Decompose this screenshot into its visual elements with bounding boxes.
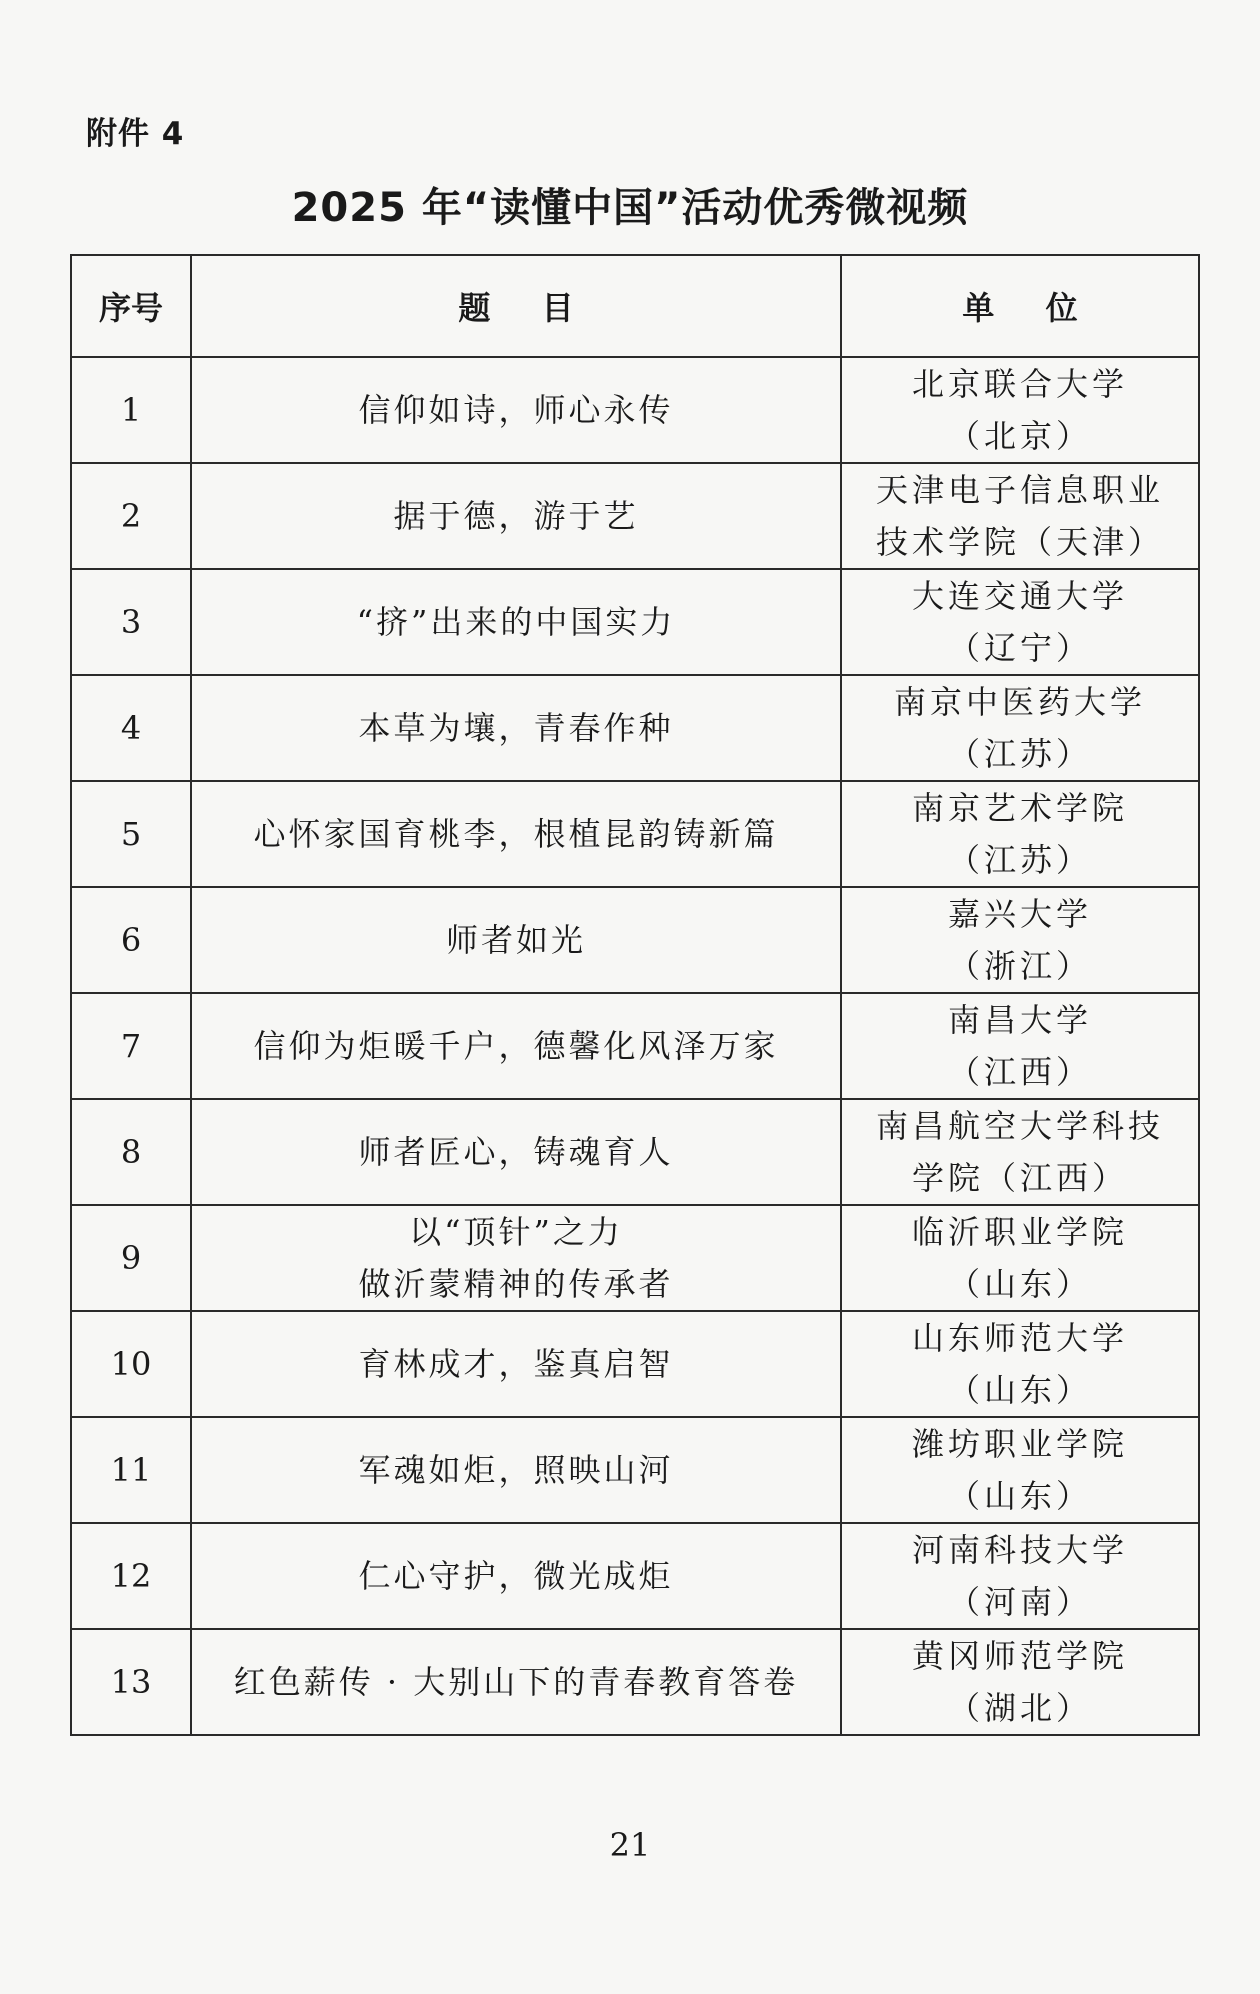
row-unit xyxy=(841,1311,1199,1417)
row-unit xyxy=(841,1205,1199,1311)
row-unit-text: 黄冈师范学院 （湖北） xyxy=(911,1637,1128,1727)
row-unit xyxy=(841,675,1199,781)
row-title xyxy=(191,357,841,463)
row-unit-text: 潍坊职业学院 （山东） xyxy=(911,1425,1128,1515)
row-unit xyxy=(841,569,1199,675)
row-title xyxy=(191,781,841,887)
row-title-text: 育林成才，鉴真启智 xyxy=(358,1345,674,1383)
row-unit xyxy=(841,357,1199,463)
awards-table xyxy=(70,254,1200,1736)
row-no: 4 xyxy=(71,675,191,781)
row-no: 5 xyxy=(71,781,191,887)
row-unit-text: 临沂职业学院 （山东） xyxy=(911,1213,1128,1303)
table-row xyxy=(71,463,1199,569)
row-no: 13 xyxy=(71,1629,191,1735)
row-unit-text: 河南科技大学 （河南） xyxy=(911,1531,1128,1621)
document-title: 2025 年“读懂中国”活动优秀微视频 xyxy=(291,185,969,231)
row-no: 7 xyxy=(71,993,191,1099)
row-unit-text: 南京中医药大学 （江苏） xyxy=(893,683,1146,773)
row-title xyxy=(191,569,841,675)
row-unit xyxy=(841,1417,1199,1523)
row-title xyxy=(191,887,841,993)
row-title-text: 军魂如炬，照映山河 xyxy=(358,1451,674,1489)
row-title xyxy=(191,1523,841,1629)
row-title xyxy=(191,675,841,781)
row-title-text: 师者如光 xyxy=(445,921,586,959)
page-number: 21 xyxy=(609,1826,651,1864)
row-title-text: 以“顶针”之力 做沂蒙精神的传承者 xyxy=(358,1213,674,1303)
table-row xyxy=(71,1523,1199,1629)
row-title-text: “挤”出来的中国实力 xyxy=(356,603,676,641)
row-unit-text: 山东师范大学 （山东） xyxy=(911,1319,1128,1409)
row-title xyxy=(191,463,841,569)
header-row xyxy=(71,255,1199,357)
table-row xyxy=(71,781,1199,887)
table-header xyxy=(71,255,1199,357)
table-row xyxy=(71,993,1199,1099)
row-title-text: 师者匠心，铸魂育人 xyxy=(358,1133,674,1171)
row-no: 9 xyxy=(71,1205,191,1311)
row-title-text: 心怀家国育桃李，根植昆韵铸新篇 xyxy=(253,815,779,853)
row-unit-text: 南昌航空大学科技 学院（江西） xyxy=(875,1107,1164,1197)
table-row xyxy=(71,1205,1199,1311)
row-no: 10 xyxy=(71,1311,191,1417)
row-unit-text: 南京艺术学院 （江苏） xyxy=(911,789,1128,879)
row-title xyxy=(191,993,841,1099)
row-unit xyxy=(841,887,1199,993)
row-no: 2 xyxy=(71,463,191,569)
row-unit xyxy=(841,1523,1199,1629)
row-unit-text: 嘉兴大学 （浙江） xyxy=(947,895,1092,985)
table-row xyxy=(71,569,1199,675)
row-title-text: 据于德，游于艺 xyxy=(393,497,639,535)
header-no: 序号 xyxy=(71,255,191,357)
table-row xyxy=(71,675,1199,781)
row-title xyxy=(191,1099,841,1205)
row-unit-text: 南昌大学 （江西） xyxy=(947,1001,1092,1091)
table-row xyxy=(71,887,1199,993)
row-no: 12 xyxy=(71,1523,191,1629)
row-no: 6 xyxy=(71,887,191,993)
row-unit-text: 北京联合大学 （北京） xyxy=(911,365,1128,455)
header-unit: 单 位 xyxy=(841,255,1199,357)
row-unit xyxy=(841,781,1199,887)
table-row xyxy=(71,1099,1199,1205)
table-body xyxy=(71,357,1199,1735)
row-title-text: 仁心守护，微光成炬 xyxy=(358,1557,674,1595)
row-unit-text: 天津电子信息职业 技术学院（天津） xyxy=(875,471,1164,561)
header-title: 题 目 xyxy=(191,255,841,357)
row-no: 3 xyxy=(71,569,191,675)
row-unit xyxy=(841,993,1199,1099)
row-no: 8 xyxy=(71,1099,191,1205)
row-unit xyxy=(841,463,1199,569)
row-unit xyxy=(841,1629,1199,1735)
row-title-text: 信仰为炬暖千户，德馨化风泽万家 xyxy=(253,1027,779,1065)
row-title xyxy=(191,1629,841,1735)
row-no: 11 xyxy=(71,1417,191,1523)
row-title xyxy=(191,1417,841,1523)
row-title-text: 红色薪传 · 大别山下的青春教育答卷 xyxy=(233,1663,799,1701)
row-title-text: 信仰如诗，师心永传 xyxy=(358,391,674,429)
row-title-text: 本草为壤，青春作种 xyxy=(358,709,674,747)
attachment-label: 附件 4 xyxy=(86,116,185,152)
table-row xyxy=(71,1311,1199,1417)
row-title xyxy=(191,1205,841,1311)
row-title xyxy=(191,1311,841,1417)
row-no: 1 xyxy=(71,357,191,463)
table-row xyxy=(71,1417,1199,1523)
table-row xyxy=(71,1629,1199,1735)
table-row xyxy=(71,357,1199,463)
row-unit-text: 大连交通大学 （辽宁） xyxy=(911,577,1128,667)
row-unit xyxy=(841,1099,1199,1205)
